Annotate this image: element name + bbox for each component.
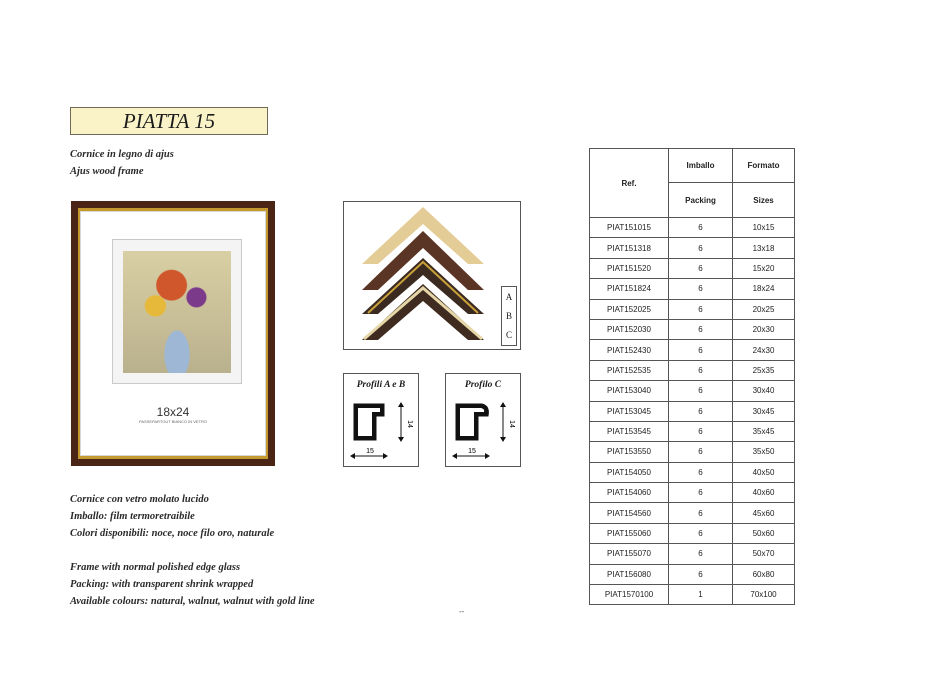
profile-letters — [501, 286, 517, 346]
table-row — [590, 299, 795, 319]
packing-cell: 6 — [669, 340, 733, 360]
table-row — [590, 381, 795, 401]
profile-c-section — [446, 374, 520, 466]
subtitle-it: Cornice in legno di ajus — [70, 149, 174, 160]
ref-cell: PIAT151520 — [590, 258, 669, 278]
ref-cell: PIAT153045 — [590, 401, 669, 421]
profile-c-box — [445, 373, 521, 467]
letter-a: A — [505, 292, 513, 302]
formato-header: Formato — [733, 149, 795, 183]
ref-cell: PIAT152535 — [590, 360, 669, 380]
table-row — [590, 462, 795, 482]
table-row — [590, 360, 795, 380]
size-cell: 60x80 — [733, 564, 795, 584]
size-cell: 70x100 — [733, 585, 795, 605]
size-cell: 50x60 — [733, 523, 795, 543]
letter-c: C — [505, 330, 512, 340]
table-row — [590, 585, 795, 605]
packing-cell: 6 — [669, 462, 733, 482]
packing-cell: 1 — [669, 585, 733, 605]
packing-cell: 6 — [669, 564, 733, 584]
table-row — [590, 218, 795, 238]
sizes-header: Sizes — [733, 183, 795, 218]
ref-cell: PIAT153040 — [590, 381, 669, 401]
table-row — [590, 483, 795, 503]
desc-en-2: Packing: with transparent shrink wrapped — [70, 579, 254, 590]
ref-cell: PIAT1570100 — [590, 585, 669, 605]
size-cell: 20x30 — [733, 319, 795, 339]
ref-cell: PIAT156080 — [590, 564, 669, 584]
ref-cell: PIAT151824 — [590, 279, 669, 299]
ref-cell: PIAT151015 — [590, 218, 669, 238]
dim-height-c: 14 — [508, 420, 515, 428]
size-cell: 50x70 — [733, 544, 795, 564]
artwork-passepartout — [112, 239, 242, 384]
table-row — [590, 401, 795, 421]
profile-samples — [343, 201, 521, 350]
packing-cell: 6 — [669, 503, 733, 523]
packing-cell: 6 — [669, 381, 733, 401]
packing-cell: 6 — [669, 279, 733, 299]
product-title: PIATTA 15 — [70, 107, 268, 135]
ref-header: Ref. — [590, 149, 669, 218]
table-row — [590, 442, 795, 462]
moulding-corners-image — [344, 202, 520, 349]
desc-it-2: Imballo: film termoretraibile — [70, 511, 195, 522]
ref-cell: PIAT154060 — [590, 483, 669, 503]
profile-c-label: Profilo C — [464, 380, 502, 390]
frame-size-label: 18x24 — [156, 405, 190, 419]
desc-it-1: Cornice con vetro molato lucido — [70, 494, 209, 505]
size-cell: 18x24 — [733, 279, 795, 299]
table-row — [590, 503, 795, 523]
size-cell: 13x18 — [733, 238, 795, 258]
table-row — [590, 523, 795, 543]
desc-en-1: Frame with normal polished edge glass — [70, 562, 241, 573]
packing-header: Packing — [669, 183, 733, 218]
ref-cell: PIAT155070 — [590, 544, 669, 564]
size-cell: 30x45 — [733, 401, 795, 421]
reference-table — [589, 148, 795, 605]
ref-cell: PIAT153550 — [590, 442, 669, 462]
packing-cell: 6 — [669, 523, 733, 543]
table-row — [590, 544, 795, 564]
size-cell: 35x45 — [733, 421, 795, 441]
size-cell: 24x30 — [733, 340, 795, 360]
ref-cell: PIAT152025 — [590, 299, 669, 319]
page-mark: -- — [459, 607, 465, 616]
dim-width: 15 — [366, 448, 374, 455]
packing-cell: 6 — [669, 483, 733, 503]
letter-b: B — [505, 311, 512, 321]
subtitle-en: Ajus wood frame — [70, 166, 144, 177]
table-body — [590, 218, 795, 605]
frame-small-text: PASSEPARTOUT BIANCO IN VETRO — [138, 419, 208, 424]
dim-height: 14 — [406, 420, 413, 428]
ref-cell: PIAT152430 — [590, 340, 669, 360]
size-cell: 30x40 — [733, 381, 795, 401]
packing-cell: 6 — [669, 258, 733, 278]
packing-cell: 6 — [669, 442, 733, 462]
desc-it-3: Colori disponibili: noce, noce filo oro, naturale — [70, 528, 275, 539]
size-cell: 10x15 — [733, 218, 795, 238]
desc-en-3: Available colours: natural, walnut, walnut with gold line — [70, 596, 315, 607]
ref-cell: PIAT154560 — [590, 503, 669, 523]
ref-cell: PIAT155060 — [590, 523, 669, 543]
size-cell: 45x60 — [733, 503, 795, 523]
ref-cell: PIAT151318 — [590, 238, 669, 258]
size-cell: 25x35 — [733, 360, 795, 380]
dim-width-c: 15 — [468, 448, 476, 455]
size-cell: 40x60 — [733, 483, 795, 503]
table-row — [590, 319, 795, 339]
frame-photo — [71, 201, 275, 466]
size-cell: 35x50 — [733, 442, 795, 462]
flower-painting — [123, 251, 231, 373]
imballo-header: Imballo — [669, 149, 733, 183]
table-row — [590, 564, 795, 584]
packing-cell: 6 — [669, 544, 733, 564]
table-row — [590, 238, 795, 258]
packing-cell: 6 — [669, 319, 733, 339]
profile-ab-label: Profili A e B — [356, 380, 406, 390]
ref-cell: PIAT153545 — [590, 421, 669, 441]
table-row — [590, 340, 795, 360]
packing-cell: 6 — [669, 238, 733, 258]
packing-cell: 6 — [669, 360, 733, 380]
table-row — [590, 279, 795, 299]
packing-cell: 6 — [669, 218, 733, 238]
packing-cell: 6 — [669, 421, 733, 441]
ref-cell: PIAT152030 — [590, 319, 669, 339]
table-row — [590, 258, 795, 278]
packing-cell: 6 — [669, 299, 733, 319]
profile-ab-box — [343, 373, 419, 467]
size-cell: 40x50 — [733, 462, 795, 482]
size-cell: 20x25 — [733, 299, 795, 319]
packing-cell: 6 — [669, 401, 733, 421]
profile-ab-section — [344, 374, 418, 466]
table-row — [590, 421, 795, 441]
size-cell: 15x20 — [733, 258, 795, 278]
ref-cell: PIAT154050 — [590, 462, 669, 482]
